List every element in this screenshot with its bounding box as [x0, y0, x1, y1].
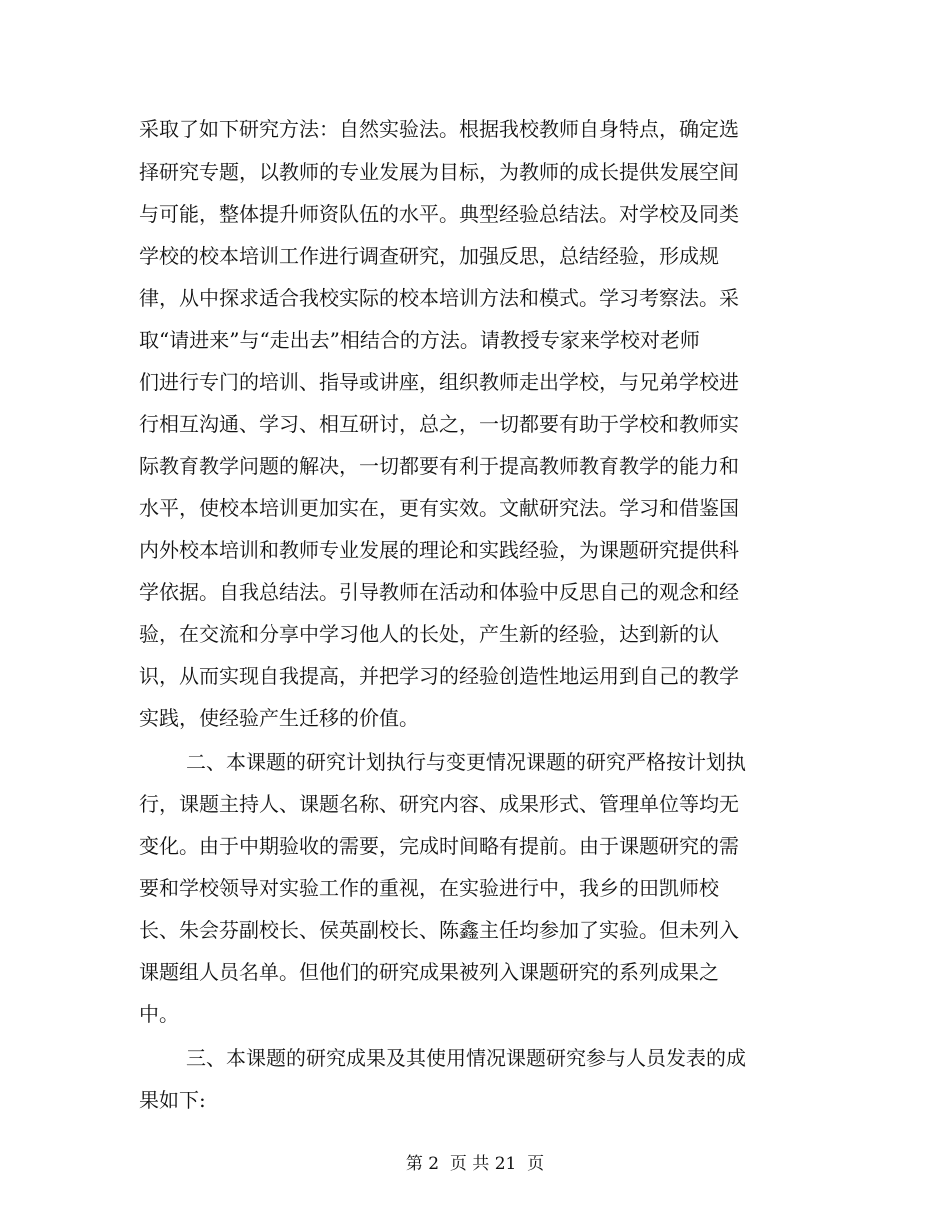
text-line: 识，从而实现自我提高，并把学习的经验创造性地运用到自己的教学	[139, 664, 739, 688]
text-line: 择研究专题，以教师的专业发展为目标，为教师的成长提供发展空间	[139, 160, 739, 184]
text-line: 行，课题主持人、课题名称、研究内容、成果形式、管理单位等均无	[139, 792, 739, 816]
text-line: 变化。由于中期验收的需要，完成时间略有提前。由于课题研究的需	[139, 834, 739, 858]
text-line: 果如下:	[139, 1088, 206, 1112]
text-line: 采取了如下研究方法：自然实验法。根据我校教师自身特点，确定选	[139, 117, 739, 141]
text-line: 课题组人员名单。但他们的研究成果被列入课题研究的系列成果之	[139, 960, 719, 984]
text-line: 取“请进来”与“走出去”相结合的方法。请教授专家来学校对老师	[139, 328, 700, 352]
text-line: 们进行专门的培训、指导或讲座，组织教师走出学校，与兄弟学校进	[139, 370, 739, 394]
text-line: 中。	[139, 1002, 179, 1026]
text-line: 水平，使校本培训更加实在，更有实效。文献研究法。学习和借鉴国	[139, 496, 739, 520]
text-line: 内外校本培训和教师专业发展的理论和实践经验，为课题研究提供科	[139, 538, 739, 562]
page-number-footer: 第 2 页 共 21 页	[405, 1154, 545, 1174]
text-line: 长、朱会芬副校长、侯英副校长、陈鑫主任均参加了实验。但未列入	[139, 918, 739, 942]
text-line: 验，在交流和分享中学习他人的长处，产生新的经验，达到新的认	[139, 622, 719, 646]
text-line: 学校的校本培训工作进行调查研究，加强反思，总结经验，形成规	[139, 244, 719, 268]
text-line: 际教育教学问题的解决，一切都要有利于提高教师教育教学的能力和	[139, 454, 739, 478]
text-line: 要和学校领导对实验工作的重视，在实验进行中，我乡的田凯师校	[139, 876, 719, 900]
text-line: 与可能，整体提升师资队伍的水平。典型经验总结法。对学校及同类	[139, 202, 739, 226]
section-heading-line: 二、本课题的研究计划执行与变更情况课题的研究严格按计划执	[166, 750, 746, 774]
text-line: 律，从中探求适合我校实际的校本培训方法和模式。学习考察法。采	[139, 286, 739, 310]
text-line: 实践，使经验产生迁移的价值。	[139, 706, 419, 730]
section-heading-line: 三、本课题的研究成果及其使用情况课题研究参与人员发表的成	[166, 1046, 746, 1070]
text-line: 学依据。自我总结法。引导教师在活动和体验中反思自己的观念和经	[139, 580, 739, 604]
text-line: 行相互沟通、学习、相互研讨，总之，一切都要有助于学校和教师实	[139, 412, 739, 436]
